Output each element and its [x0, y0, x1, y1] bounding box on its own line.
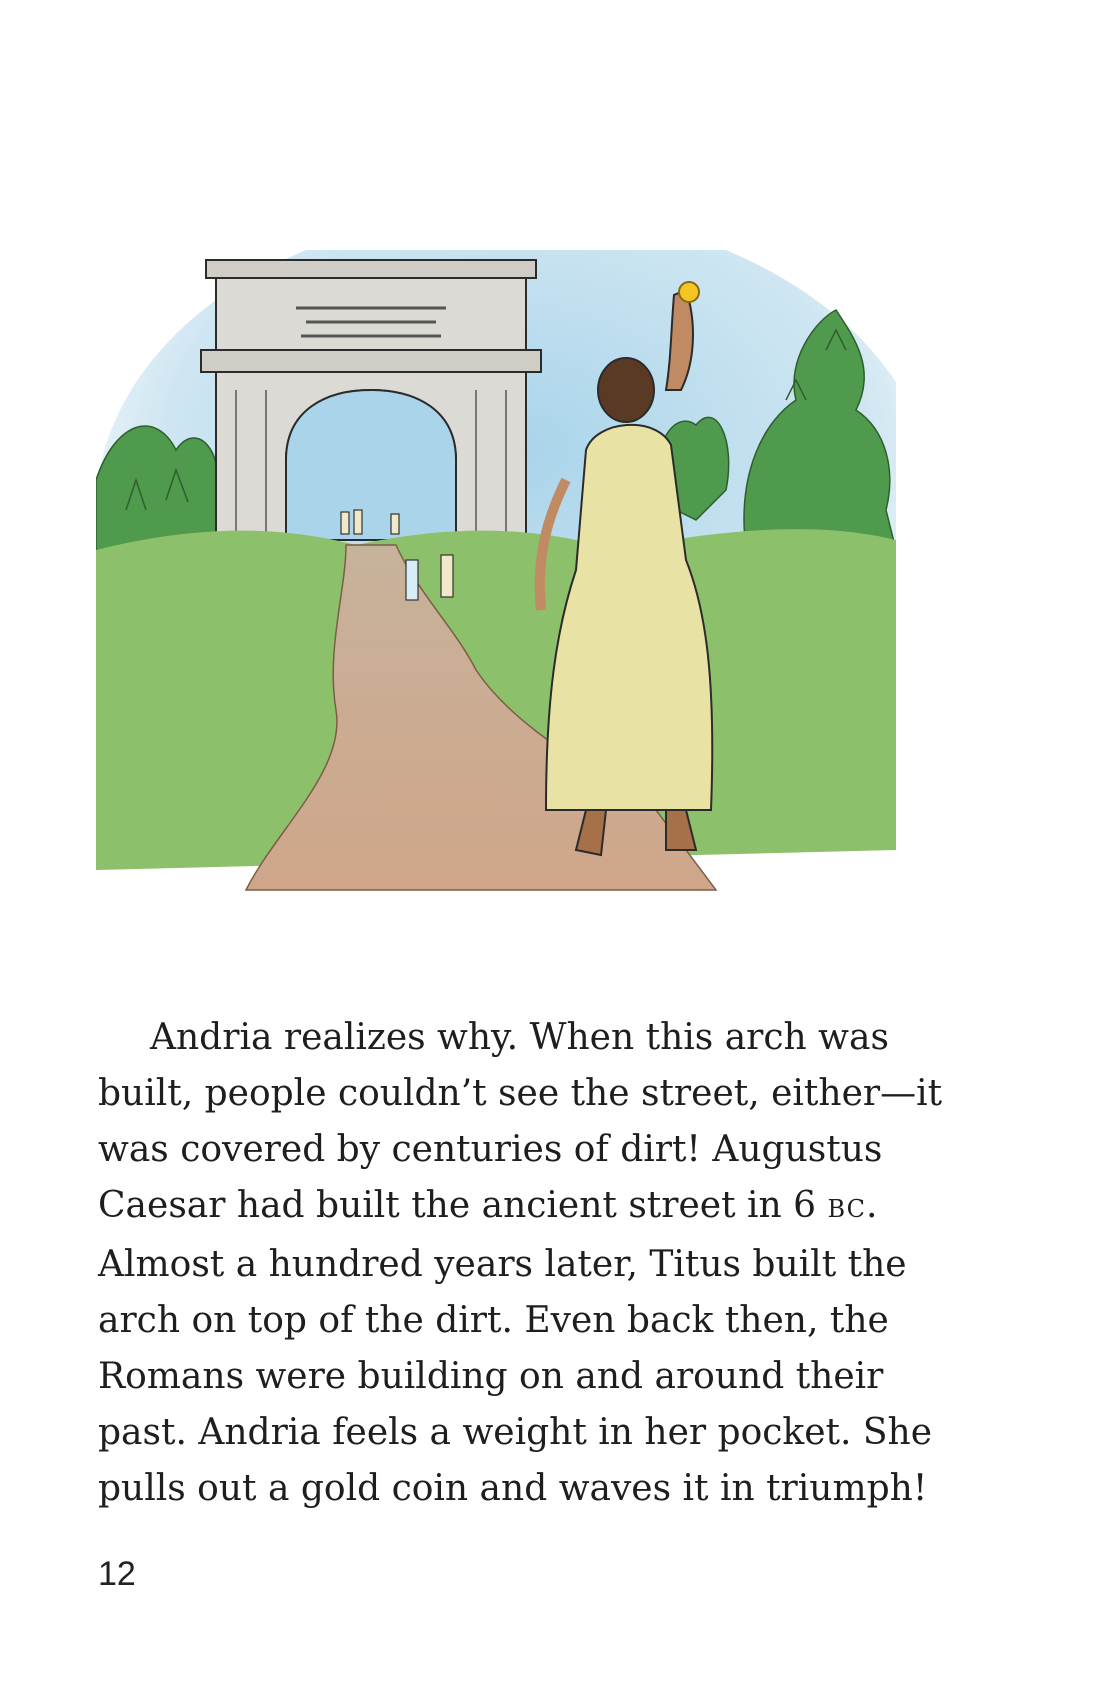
- text-line: Almost a hundred years later, Titus built the: [98, 1244, 907, 1285]
- text-segment: Caesar had built the ancient street in 6: [98, 1185, 828, 1226]
- era-abbreviation: BC: [827, 1195, 866, 1223]
- text-line: arch on top of the dirt. Even back then, the: [98, 1300, 889, 1341]
- arch-of-titus: [201, 260, 541, 540]
- text-line: Romans were building on and around their: [98, 1356, 884, 1397]
- text-line: pulls out a gold coin and waves it in triumph!: [98, 1468, 928, 1509]
- text-line: Andria realizes why. When this arch was: [150, 1017, 889, 1058]
- gold-coin-icon: [679, 282, 699, 302]
- page-number: 12: [98, 1555, 136, 1593]
- text-line: was covered by centuries of dirt! Augustus: [98, 1129, 883, 1170]
- text-line: past. Andria feels a weight in her pocket. She: [98, 1412, 933, 1453]
- text-segment: .: [865, 1185, 878, 1226]
- text-line: [98, 1178, 918, 1237]
- arch-illustration: [96, 250, 896, 950]
- story-paragraph: [98, 1010, 943, 1517]
- text-line: built, people couldn’t see the street, either—it: [98, 1073, 943, 1114]
